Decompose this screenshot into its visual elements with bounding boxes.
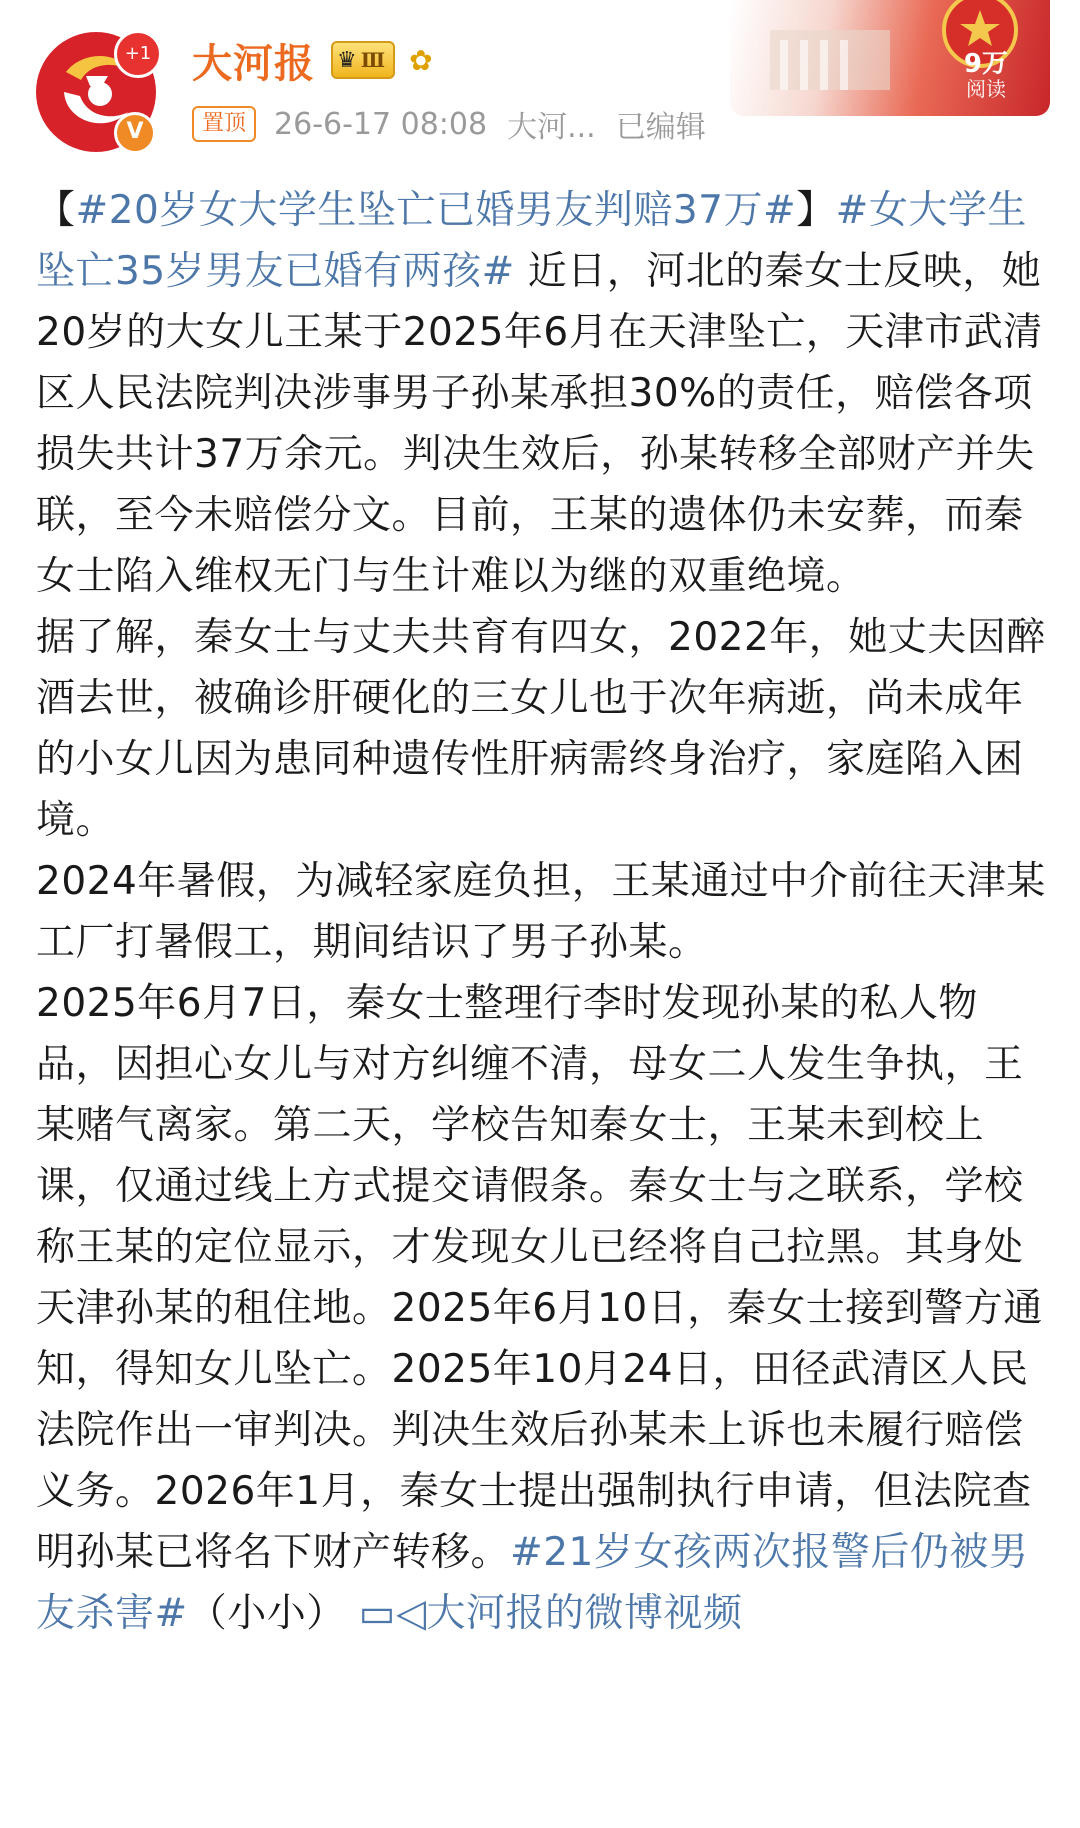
post-timestamp: 26-6-17 08:08 xyxy=(274,106,488,142)
author-note: （小小） xyxy=(187,1591,346,1636)
username[interactable]: 大河报 xyxy=(192,40,315,87)
view-count-number: 9万 xyxy=(963,49,1008,79)
video-link-text: 大河报的微博视频 xyxy=(426,1591,743,1636)
post-meta xyxy=(192,102,706,146)
level-badge-text: Ⅲ xyxy=(360,48,386,72)
name-row xyxy=(192,30,433,90)
sunflower-icon[interactable]: ✿ xyxy=(409,43,433,77)
view-count-label: 阅读 xyxy=(965,77,1006,101)
crown-icon: ♛ xyxy=(337,47,357,73)
level-badge[interactable] xyxy=(331,41,395,79)
video-icon: ▭◁ xyxy=(358,1591,427,1636)
post-paragraph-1 xyxy=(36,180,1046,607)
post-source[interactable]: 大河... xyxy=(507,110,596,145)
view-count xyxy=(964,50,1008,100)
header-thumbnail[interactable] xyxy=(730,0,1050,116)
hashtag-link[interactable]: #20岁女大学生坠亡已婚男友判赔37万# xyxy=(75,188,797,233)
hashtag-link[interactable]: #女大学生坠亡35岁男友已婚有两孩# xyxy=(36,188,1027,294)
plus-one-badge: +1 xyxy=(114,30,162,78)
bracket-close: 】 xyxy=(796,188,836,233)
post-paragraph-3: 2024年暑假，为减轻家庭负担，王某通过中介前往天津某工厂打暑假工，期间结识了男子孙某。 xyxy=(36,859,1046,965)
verified-badge: V xyxy=(114,112,156,154)
edited-label[interactable]: 已编辑 xyxy=(615,110,706,145)
paragraph-text: 近日，河北的秦女士反映，她20岁的大女儿王某于2025年6月在天津坠亡，天津市武清区人民法院判决涉事男子孙某承担30%的责任，赔偿各项损失共计37万余元。判决生效后，孙某转移全部财产并失联，至今未赔偿分文。目前，王某的遗体仍未安葬，而秦女士陷入维权无门与生计难以为继的双重绝境。 xyxy=(36,249,1043,599)
post-header xyxy=(0,0,1080,170)
post-paragraph-4 xyxy=(36,973,1046,1644)
post-paragraph-2: 据了解，秦女士与丈夫共育有四女，2022年，她丈夫因醉酒去世，被确诊肝硬化的三女儿也于次年病逝，尚未成年的小女儿因为患同种遗传性肝病需终身治疗，家庭陷入困境。 xyxy=(36,615,1046,843)
pinned-badge: 置顶 xyxy=(192,106,256,142)
hashtag-link[interactable]: #21岁女孩两次报警后仍被男友杀害# xyxy=(36,1530,1029,1636)
avatar[interactable] xyxy=(36,32,156,152)
bracket-open: 【 xyxy=(36,188,76,233)
paragraph-text: 2025年6月7日，秦女士整理行李时发现孙某的私人物品，因担心女儿与对方纠缠不清，母女二人发生争执，王某赌气离家。第二天，学校告知秦女士，王某未到校上课，仅通过线上方式提交请假条。秦女士与之联系，学校称王某的定位显示，才发现女儿已经将自己拉黑。其身处天津孙某的租住地。2025年6月10日，秦女士接到警方通知，得知女儿坠亡。2025年10月24日，田径武清区人民法院作出一审判决。判决生效后孙某未上诉也未履行赔偿义务。2026年1月，秦女士提出强制执行申请，但法院查明孙某已将名下财产转移。 xyxy=(36,981,1043,1575)
post-body xyxy=(36,180,1046,1644)
video-link[interactable] xyxy=(359,1591,743,1636)
